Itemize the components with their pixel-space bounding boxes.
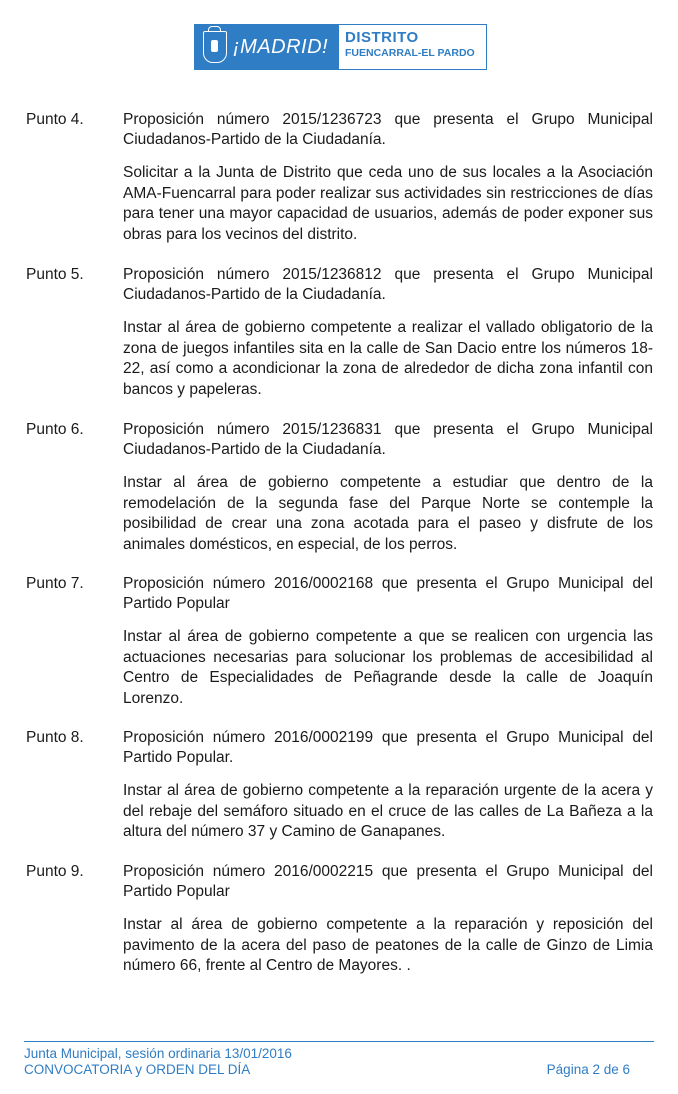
- item-number: Punto 7.: [26, 575, 84, 592]
- item-proposition: Proposición número 2016/0002215 que presenta el Grupo Municipal del Partido Popular: [123, 863, 653, 900]
- page-number: Página 2 de 6: [546, 1062, 630, 1077]
- item-body: Instar al área de gobierno competente a la reparación y reposición del pavimento de la acera del paso de peatones de la calle de Ginzo de Limia número 66, frente al Centro de Mayores. .: [123, 916, 653, 974]
- footer-session: Junta Municipal, sesión ordinaria 13/01/2016: [24, 1046, 292, 1061]
- item-number: Punto 9.: [26, 863, 84, 880]
- item-body: Instar al área de gobierno competente a la reparación urgente de la acera y del rebaje del semáforo situado en el cruce de las calles de La Bañeza a la altura del número 37 y Camino de Ganapanes.: [123, 782, 653, 840]
- district-label: DISTRITO: [345, 29, 419, 46]
- coat-of-arms-icon: [203, 31, 227, 63]
- footer-divider: [24, 1041, 654, 1042]
- footer-title: CONVOCATORIA y ORDEN DEL DÍA: [24, 1062, 251, 1077]
- item-body: Instar al área de gobierno competente a realizar el vallado obligatorio de la zona de juegos infantiles sita en la calle de San Dacio entre los números 18-22, así como a acondicionar la zona de alrededor de dicha zona infantil con bancos y papeleras.: [123, 319, 653, 398]
- district-name: FUENCARRAL-EL PARDO: [345, 47, 475, 59]
- item-proposition: Proposición número 2015/1236812 que presenta el Grupo Municipal Ciudadanos-Partido de la Ciudadanía.: [123, 266, 653, 303]
- district-block: [339, 25, 486, 69]
- item-number: Punto 5.: [26, 266, 84, 283]
- item-body: Solicitar a la Junta de Distrito que ceda uno de sus locales a la Asociación AMA-Fuencarral para poder realizar sus actividades sin restricciones de días para tener una mayor capacidad de usuarios, además de poder exponer sus obras para los vecinos del distrito.: [123, 164, 653, 243]
- item-number: Punto 8.: [26, 729, 84, 746]
- item-proposition: Proposición número 2016/0002168 que presenta el Grupo Municipal del Partido Popular: [123, 575, 653, 612]
- page-footer: [24, 1046, 654, 1078]
- item-body: Instar al área de gobierno competente a estudiar que dentro de la remodelación de la segunda fase del Parque Norte se contemple la posibilidad de crear una zona acotada para el paseo y disfrute de los animales domésticos, en especial, de los perros.: [123, 474, 653, 553]
- item-number: Punto 4.: [26, 111, 84, 128]
- item-proposition: Proposición número 2015/1236831 que presenta el Grupo Municipal Ciudadanos-Partido de la Ciudadanía.: [123, 421, 653, 458]
- item-proposition: Proposición número 2016/0002199 que presenta el Grupo Municipal del Partido Popular.: [123, 729, 653, 766]
- madrid-district-logo: [194, 24, 487, 70]
- item-proposition: Proposición número 2015/1236723 que presenta el Grupo Municipal Ciudadanos-Partido de la Ciudadanía.: [123, 111, 653, 148]
- madrid-logo-block: [195, 25, 339, 69]
- item-number: Punto 6.: [26, 421, 84, 438]
- madrid-wordmark: ¡MADRID!: [233, 35, 329, 58]
- item-body: Instar al área de gobierno competente a que se realicen con urgencia las actuaciones necesarias para solucionar los problemas de accesibilidad al Centro de Especialidades de Peñagrande desde la calle de Joaquín Lorenzo.: [123, 628, 653, 707]
